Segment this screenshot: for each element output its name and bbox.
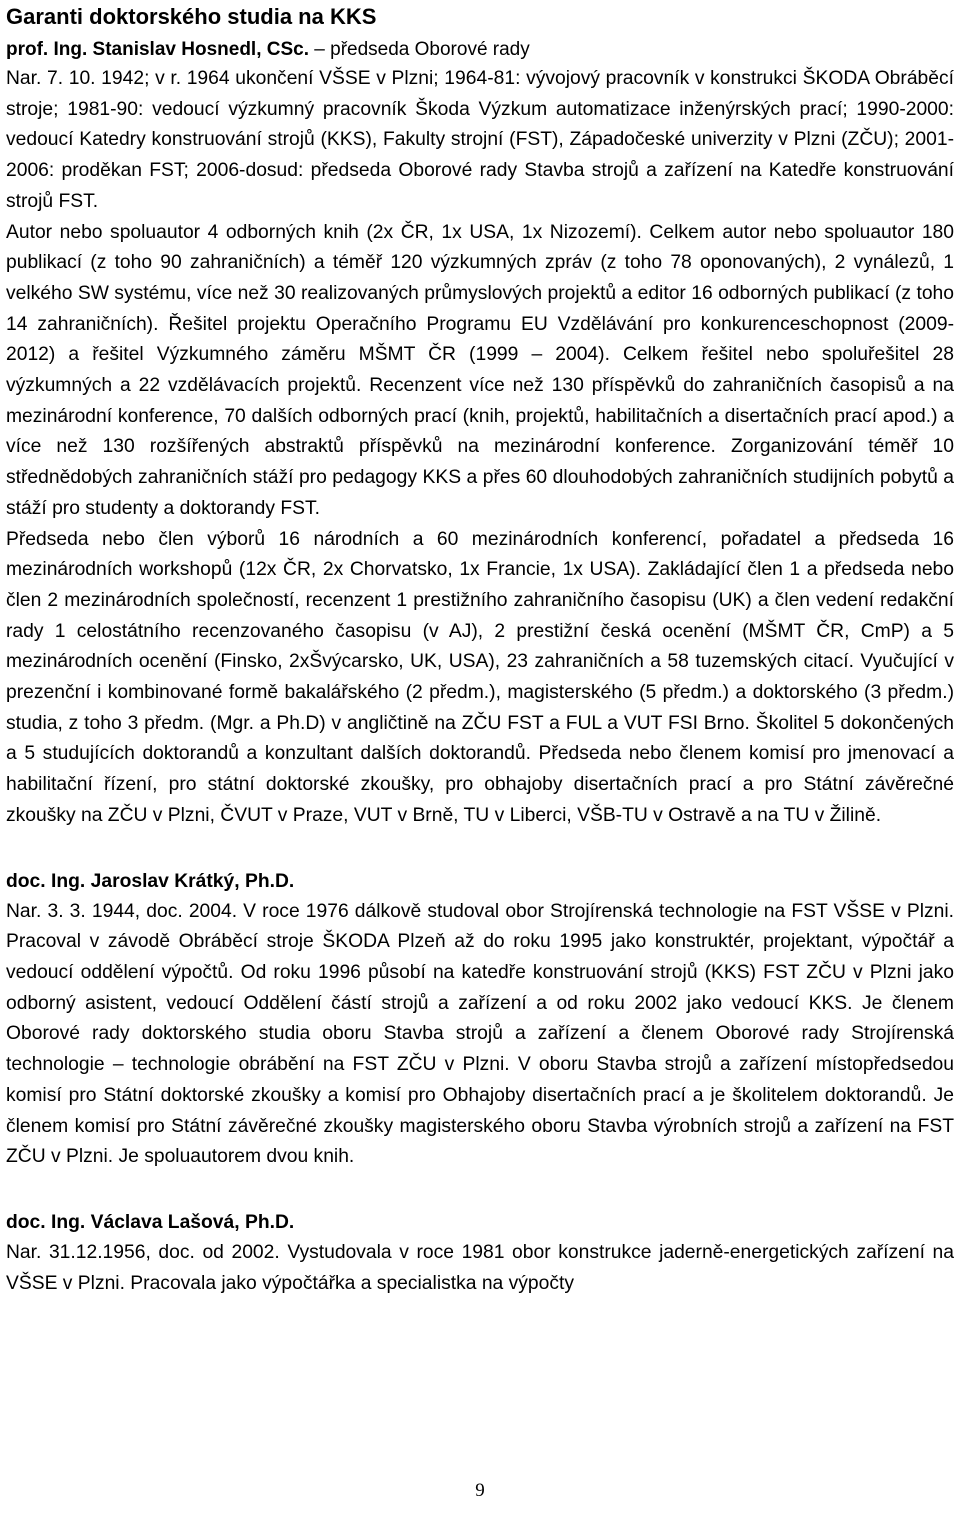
person-name: prof. Ing. Stanislav Hosnedl, CSc. <box>6 39 309 60</box>
person-name: doc. Ing. Václava Lašová, Ph.D. <box>6 1211 295 1233</box>
page-number: 9 <box>475 1480 485 1501</box>
person-role: – předseda Oborové rady <box>309 39 530 60</box>
person-birth-career: Nar. 7. 10. 1942; v r. 1964 ukončení VŠSE v Plzni; 1964-81: vývojový pracovník v konstrukci ŠKODA Obráběcí stroje; 1981-90: vedoucí výzkumný pracovník Škoda Výzkum automatizace inženýrských prací; 1990-2000: vedoucí Katedry konstruování strojů (KKS), Fakulty strojní (FST), Západočeské univerzity v Plzni (ZČU); 2001-2006: proděkan FST; 2006-dosud: předseda Oborové rady Stavba strojů a zařízení na Katedře konstruování strojů FST. <box>6 68 954 212</box>
page-title: Garanti doktorského studia na KKS <box>6 4 377 29</box>
person-bio: Nar. 3. 3. 1944, doc. 2004. V roce 1976 dálkově studoval obor Strojírenská technologie na FST VŠSE v Plzni. Pracoval v závodě Obráběcí stroje ŠKODA Plzeň až do roku 1995 jako konstruktér, projektant, výpočtář a vedoucí oddělení výpočtů. Od roku 1996 působí na katedře konstruování strojů (KKS) FST ZČU v Plzni jako odborný asistent, vedoucí Oddělení částí strojů a zařízení a od roku 2002 jako vedoucí KKS. Je členem Oborové rady doktorského studia oboru Stavba strojů a zařízení a členem Oborové rady Strojírenská technologie – technologie obrábění na FST ZČU v Plzni. V oboru Stavba strojů a zařízení místopředsedou komisí pro Státní doktorské zkoušky a komisí pro Obhajoby disertačních prací a je školitelem doktorandů. Je členem komisí pro Státní závěrečné zkoušky magisterského oboru Stavba výrobních strojů a zařízení na FST ZČU v Plzni. Je spoluautorem dvou knih. <box>6 900 954 1168</box>
person-bio: Autor nebo spoluautor 4 odborných knih (2x ČR, 1x USA, 1x Nizozemí). Celkem autor nebo spoluautor 180 publikací (z toho 90 zahraničních) a téměř 120 výzkumných zpráv (z toho 78 oponovaných), 2 vynálezů, 1 velkého SW systému, více než 30 realizovaných průmyslových projektů a editor 16 odborných publikací (z toho 14 zahraničních). Řešitel projektu Operačního Programu EU Vzdělávání pro konkurenceschopnost (2009-2012) a řešitel Výzkumného záměru MŠMT ČR (1999 – 2004). Celkem řešitel nebo spoluřešitel 28 výzkumných a 22 vzdělávacích projektů. Recenzent více než 130 příspěvků do zahraničních časopisů a na mezinárodní konference, 70 dalších odborných prací (knih, projektů, habilitačních a disertačních prací apod.) a více než 130 rozšířených abstraktů příspěvků na mezinárodní konference. Zorganizování téměř 10 střednědobých zahraničních stáží pro pedagogy KKS a přes 60 dlouhodobých zahraničních studijních pobytů a stáží pro studenty a doktorandy FST. <box>6 221 954 519</box>
person-name: doc. Ing. Jaroslav Krátký, Ph.D. <box>6 870 295 892</box>
person-heading <box>6 35 954 65</box>
person-bio-continued: Předseda nebo člen výborů 16 národních a 60 mezinárodních konferencí, pořadatel a předseda 16 mezinárodních workshopů (12x ČR, 2x Chorvatsko, 1x Francie, 1x USA). Zakládající člen 1 a předseda nebo člen 2 mezinárodních společností, recenzent 1 prestižního zahraničního časopisu (UK) a člen vedení redakční rady 1 celostátního recenzovaného časopisu (v AJ), 2 prestižní česká ocenění (MŠMT ČR, CmP) a 5 mezinárodních ocenění (Finsko, 2xŠvýcarsko, UK, USA), 23 zahraničních a 58 tuzemských citací. Vyučující v prezenční i kombinované formě bakalářského (2 předm.), magisterského (5 předm.) a doktorského (3 předm.) studia, z toho 3 předm. (Mgr. a Ph.D) v angličtině na ZČU FST a FUL a VUT FSI Brno. Školitel 5 dokončených a 5 studujících doktorandů a konzultant dalších doktorandů. Předseda nebo členem komisí pro jmenovací a habilitační řízení, pro státní doktorské zkoušky, pro obhajoby disertačních prací a pro Státní závěrečné zkoušky na ZČU v Plzni, ČVUT v Praze, VUT v Brně, TU v Liberci, VŠB-TU v Ostravě a na TU v Žilině. <box>6 528 954 826</box>
person-bio: Nar. 31.12.1956, doc. od 2002. Vystudovala v roce 1981 obor konstrukce jaderně-energetických zařízení na VŠSE v Plzni. Pracovala jako výpočtářka a specialistka na výpočty <box>6 1241 954 1294</box>
document-page <box>6 0 954 1299</box>
